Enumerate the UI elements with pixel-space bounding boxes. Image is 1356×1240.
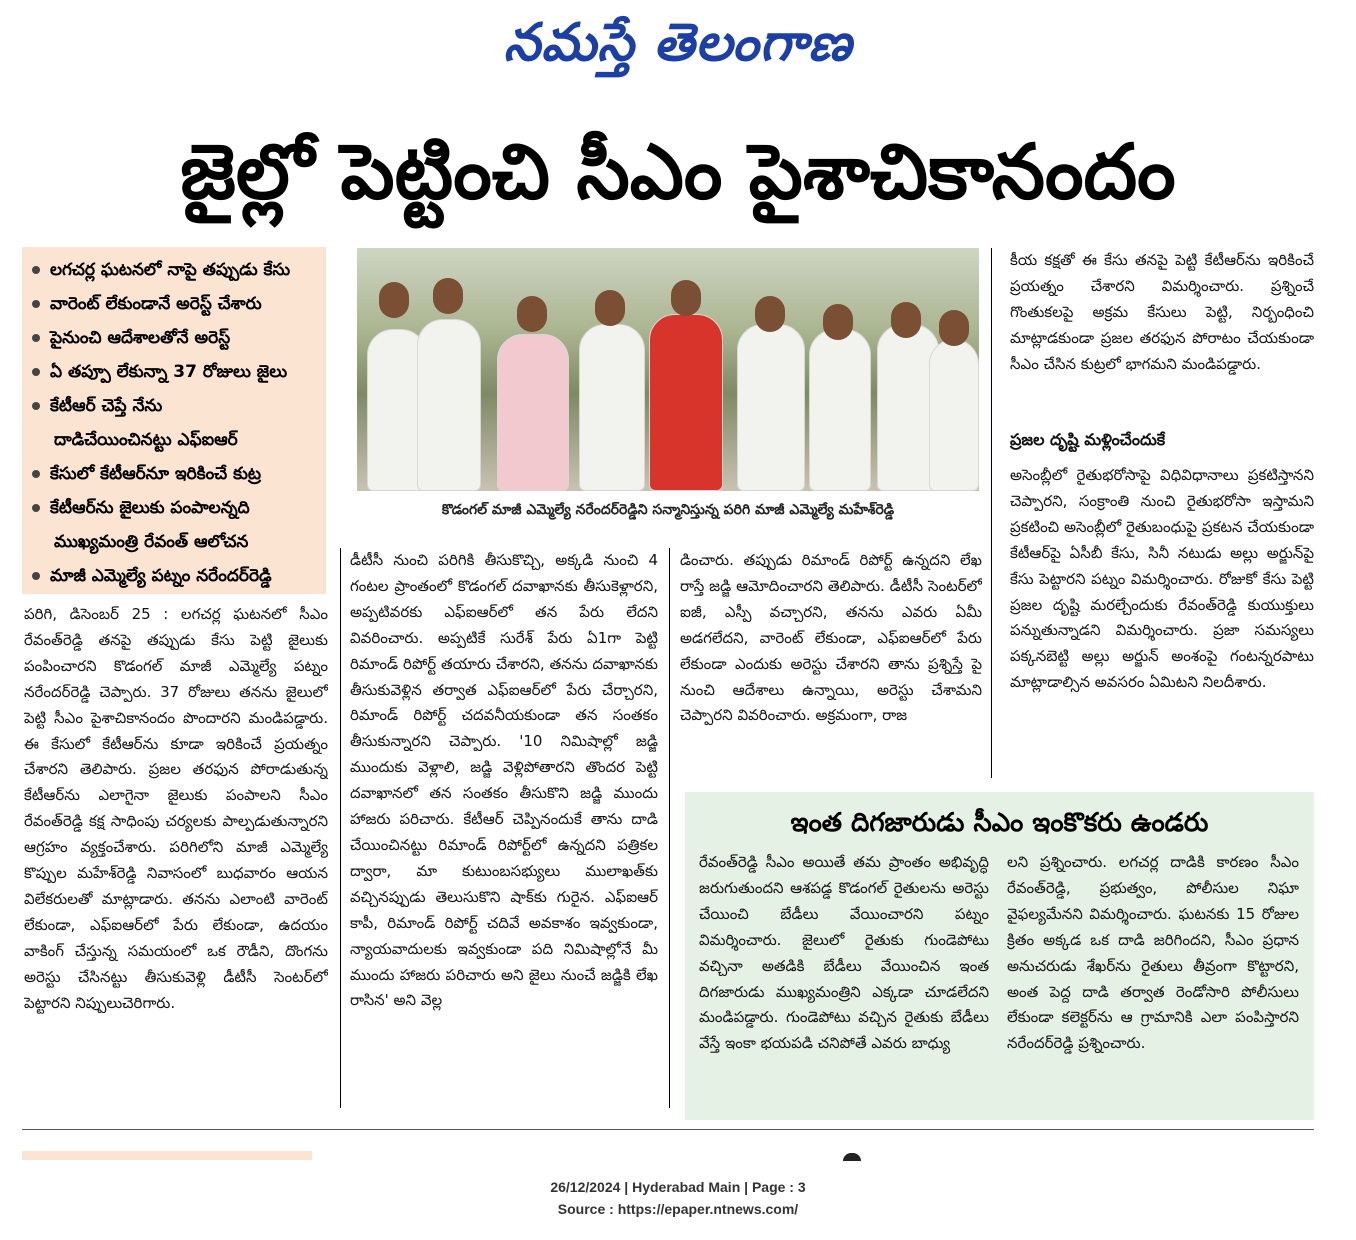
column-divider xyxy=(991,248,992,778)
bullet-item: పైనుంచి ఆదేశాలతోనే అరెస్ట్ xyxy=(32,321,320,355)
photo-head xyxy=(755,296,785,332)
bullet-icon xyxy=(32,402,40,410)
masthead-title: నమస్తే తెలంగాణ xyxy=(503,12,853,73)
boxed-story-title: ఇంత దిగజారుడు సీఎం ఇంకొకరు ఉండరు xyxy=(790,808,1209,838)
newspaper-masthead xyxy=(0,8,1356,78)
photo-figure xyxy=(737,324,805,491)
bullet-continuation: దాడిచేయించినట్టు ఎఫ్ఐఆర్ xyxy=(54,430,238,450)
photo-head xyxy=(939,310,969,346)
photo-head xyxy=(517,296,547,332)
bullet-item: కేటీఆర్ చెప్తే నేను xyxy=(32,389,320,423)
photo-figure xyxy=(649,314,723,491)
article-column-4b xyxy=(1010,463,1314,773)
photo-head xyxy=(891,302,921,338)
article-paragraph: కీయ కక్షతో ఈ కేసు తనపై పెట్టి కేటీఆర్‌ను ఇరికించే ప్రయత్నం చేశారని విమర్శించారు. ప్రశ్నించే గొంతుకలపై అక్రమ కేసులు పెట్టి, నిర్బంధించి మాట్లాడకుండా ప్రజల తరఫున పోరాటం చేయకుండా సీఎం చేసిన కుట్రలో భాగమని మండిపడ్డారు. xyxy=(1010,251,1314,373)
boxed-story-right xyxy=(1007,850,1299,1112)
section-subhead: ప్రజల దృష్టి మళ్లించేందుకే xyxy=(1010,430,1166,449)
bullet-icon xyxy=(32,266,40,274)
article-paragraph: డీటీసీ నుంచి పరిగికి తీసుకొచ్చి, అక్కడి నుంచి 4 గంటల ప్రాంతంలో కొడంగల్ దవాఖానకు తీసుకెళ్లారని, అప్పటివరకు ఎఫ్ఐఆర్‌లో తన పేరు లేదని వివరించారు. అప్పటికే సురేశ్ పేరు ఏ1గా పెట్టి రిమాండ్ రిపోర్ట్ తయారు చేశారని, తనను దవాఖానకు తీసుకువెళ్లిన తర్వాత ఎఫ్ఐఆర్‌లో పేరు చేర్చారని, రిమాండ్ రిపోర్ట్ చదవనీయకుండా తన సంతకం తీసుకున్నారని చెప్పారు. '10 నిమిషాల్లో జడ్జి ముందుకు వెళ్లాలి, జడ్జి వెళ్లిపోతారని తొందర పెట్టి దవాఖానలో తన సంతకం తీసుకొని జడ్జి ముందు హాజరు పరిచారు. కేటీఆర్ చెప్పినందుకే తాను దాడి చేయించినట్టు రిమాండ్ రిపోర్ట్‌లో ఉన్నదని పత్రికల ద్వారా, మా కుటుంబసభ్యులు ములాఖత్‌కు వచ్చినప్పుడు తెలుసుకొని షాక్‌కు గురైన. ఎఫ్ఐఆర్ కాపీ, రిమాండ్ రిపోర్ట్ చదివే అవకాశం ఇవ్వకుండా, న్యాయవాదులకు ఇవ్వకుండా పది నిమిషాల్లోనే మీ ముందు హాజరు పరిచారు అని జైలు నుంచే జడ్జికి లేఖ రాసిన' అని వెల్ల xyxy=(350,551,658,1010)
bullet-icon xyxy=(32,470,40,478)
photo-figure xyxy=(497,334,569,491)
bullet-item: వారెంట్ లేకుండానే అరెస్ట్ చేశారు xyxy=(32,287,320,321)
bullet-icon xyxy=(32,334,40,342)
article-column-4 xyxy=(1010,248,1314,408)
photo-head xyxy=(823,304,853,340)
photo-head xyxy=(671,280,701,316)
photo-head xyxy=(433,278,463,314)
photo-head xyxy=(595,290,625,326)
bullet-icon xyxy=(32,572,40,580)
bullet-item: కేసులో కేటీఆర్‌నూ ఇరికించే కుట్ర xyxy=(32,457,320,491)
boxed-story xyxy=(685,792,1314,1120)
column-divider xyxy=(340,548,341,1108)
footer-source-link[interactable]: Source : https://epaper.ntnews.com/ xyxy=(557,1201,799,1217)
photo-figure xyxy=(579,324,645,491)
article-paragraph: లని ప్రశ్నించారు. లగచర్ల దాడికి కారణం సీఎం రేవంత్‌రెడ్డి, ప్రభుత్వం, పోలీసుల నిఘా వైఫల్యమేనని విమర్శించారు. ఘటనకు 15 రోజుల క్రితం అక్కడ ఒక దాడి జరిగిందని, సీఎం ప్రధాన అనుచరుడు శేఖర్‌ను రైతులు తీవ్రంగా కొట్టారని, అంత పెద్ద దాడి తర్వాత రెండోసారి పోలీసులు లేకుండా కలెక్టర్‌ను ఆ గ్రామానికి ఎలా పంపిస్తారని నరేందర్‌రెడ్డి ప్రశ్నించారు. xyxy=(1007,853,1299,1053)
bullet-item: లగచర్ల ఘటనలో నాపై తప్పుడు కేసు xyxy=(32,253,320,287)
highlights-box xyxy=(22,247,326,594)
article-paragraph: రేవంత్‌రెడ్డి సీఎం అయితే తమ ప్రాంతం అభివృద్ధి జరుగుతుందని ఆశపడ్డ కొడంగల్ రైతులను అరెస్టు చేయించి బేడీలు వేయించారని పట్నం విమర్శించారు. జైలులో రైతుకు గుండెపోటు వచ్చినా అతడికి బేడీలు వేయించిన ఇంత దిగజారుడు ముఖ్యమంత్రిని ఎక్కడా చూడలేదని మండిపడ్డారు. గుండెపోటు వచ్చిన రైతుకు బేడీలు వేస్తే ఇంకా భయపడి చనిపోతే ఎవరు బాధ్యు xyxy=(699,853,989,1053)
article-column-3 xyxy=(680,548,982,764)
photo-figure xyxy=(809,329,871,491)
article-column-1 xyxy=(24,602,328,1102)
bullet-item: ఏ తప్పూ లేకున్నా 37 రోజులు జైలు xyxy=(32,355,320,389)
article-column-2 xyxy=(350,548,658,1104)
bottom-rule xyxy=(22,1129,1314,1130)
main-headline: జైల్లో పెట్టించి సీఎం పైశాచికానందం xyxy=(180,127,1176,216)
bullet-item: మాజీ ఎమ్మెల్యే పట్నం నరేందర్‌రెడ్డి xyxy=(32,559,320,593)
photo-caption: కొడంగల్ మాజీ ఎమ్మెల్యే నరేందర్‌రెడ్డిని సన్మానిస్తున్న పరిగి మాజీ ఎమ్మెల్యే మహేశ్‌రెడ్డి xyxy=(441,502,895,518)
news-photo xyxy=(357,248,979,491)
article-paragraph: అసెంబ్లీలో రైతుభరోసాపై విధివిధానాలు ప్రకటిస్తానని చెప్పారని, సంక్రాంతి నుంచి రైతుభరోసా ఇస్తామని ప్రకటించి అసెంబ్లీలో రైతుబంధుపై ప్రకటన చేయకుండా కేటీఆర్‌పై ఏసీబీ కేసు, సినీ నటుడు అల్లు అర్జున్‌పై కేసు పెట్టారని పట్నం విమర్శించారు. రోజుకో కేసు పెట్టి ప్రజల దృష్టి మరల్చేందుకు రేవంత్‌రెడ్డి కుయుక్తులు పన్నుతున్నాడని విమర్శించారు. ప్రజా సమస్యలు పక్కనబెట్టి అల్లు అర్జున్ అంశంపై గంటన్నరపాటు మాట్లాడాల్సిన అవసరం ఏమిటని నిలదీశారు. xyxy=(1010,466,1314,692)
photo-head xyxy=(379,282,409,318)
bullet-item: కేటీఆర్‌ను జైలుకు పంపాలన్నది xyxy=(32,491,320,525)
article-paragraph: డించారు. తప్పుడు రిమాండ్ రిపోర్ట్ ఉన్నదని లేఖ రాస్తే జడ్జి ఆమోదించారని తెలిపారు. డీటీసీ సెంటర్‌లో ఐజీ, ఎస్పీ వచ్చారని, తనను ఎవరు ఏమీ అడగలేదని, వారెంట్ లేకుండా, ఎఫ్ఐఆర్‌లో పేరు లేకుండా ఎందుకు అరెస్టు చేశారని తాను ప్రశ్నిస్తే పై నుంచి ఆదేశాలు ఉన్నాయి, అరెస్టు చేశామని చెప్పారని వివరించారు. అక్రమంగా, రాజ xyxy=(680,551,982,725)
boxed-story-left xyxy=(699,850,989,1112)
page-mark xyxy=(843,1153,861,1161)
footer-date-line: 26/12/2024 | Hyderabad Main | Page : 3 xyxy=(550,1179,806,1195)
column-divider xyxy=(669,548,670,1108)
bullet-icon xyxy=(32,368,40,376)
photo-figure xyxy=(417,319,481,491)
bottom-color-strip xyxy=(22,1151,312,1160)
bullet-icon xyxy=(32,300,40,308)
bullet-icon xyxy=(32,504,40,512)
photo-figure xyxy=(929,339,979,491)
bullet-continuation: ముఖ్యమంత్రి రేవంత్ ఆలోచన xyxy=(54,532,249,552)
article-paragraph: పరిగి, డిసెంబర్ 25 : లగచర్ల ఘటనలో సీఎం రేవంత్‌రెడ్డి తనపై తప్పుడు కేసు పెట్టి జైలుకు పంపించారని కొడంగల్ మాజీ ఎమ్మెల్యే పట్నం నరేందర్‌రెడ్డి చెప్పారు. 37 రోజులు తనను జైలులో పెట్టి సీఎం పైశాచికానందం పొందారని మండిపడ్డారు. ఈ కేసులో కేటీఆర్‌ను కూడా ఇరికించే ప్రయత్నం చేశారని తెలిపారు. ప్రజల తరఫున పోరాడుతున్న కేటీఆర్‌ను ఎలాగైనా జైలుకు పంపాలని సీఎం రేవంత్‌రెడ్డి కక్ష సాధింపు చర్యలకు పాల్పడుతున్నారని ఆగ్రహం వ్యక్తంచేశారు. పరిగిలోని మాజీ ఎమ్మెల్యే కొప్పుల మహేశ్‌రెడ్డి నివాసంలో బుధవారం ఆయన విలేకరులతో మాట్లాడారు. తనను ఎలాంటి వారెంట్ లేకుండా, ఎఫ్ఐఆర్‌లో పేరు లేకుండా, ఉదయం వాకింగ్ చేస్తున్న సమయంలో ఒక రౌడీని, దొంగను అరెస్టు చేసినట్టు తీసుకువెళ్లి డీటీసీ సెంటర్‌లో పెట్టారని నిప్పులుచెరిగారు. xyxy=(24,605,328,1012)
